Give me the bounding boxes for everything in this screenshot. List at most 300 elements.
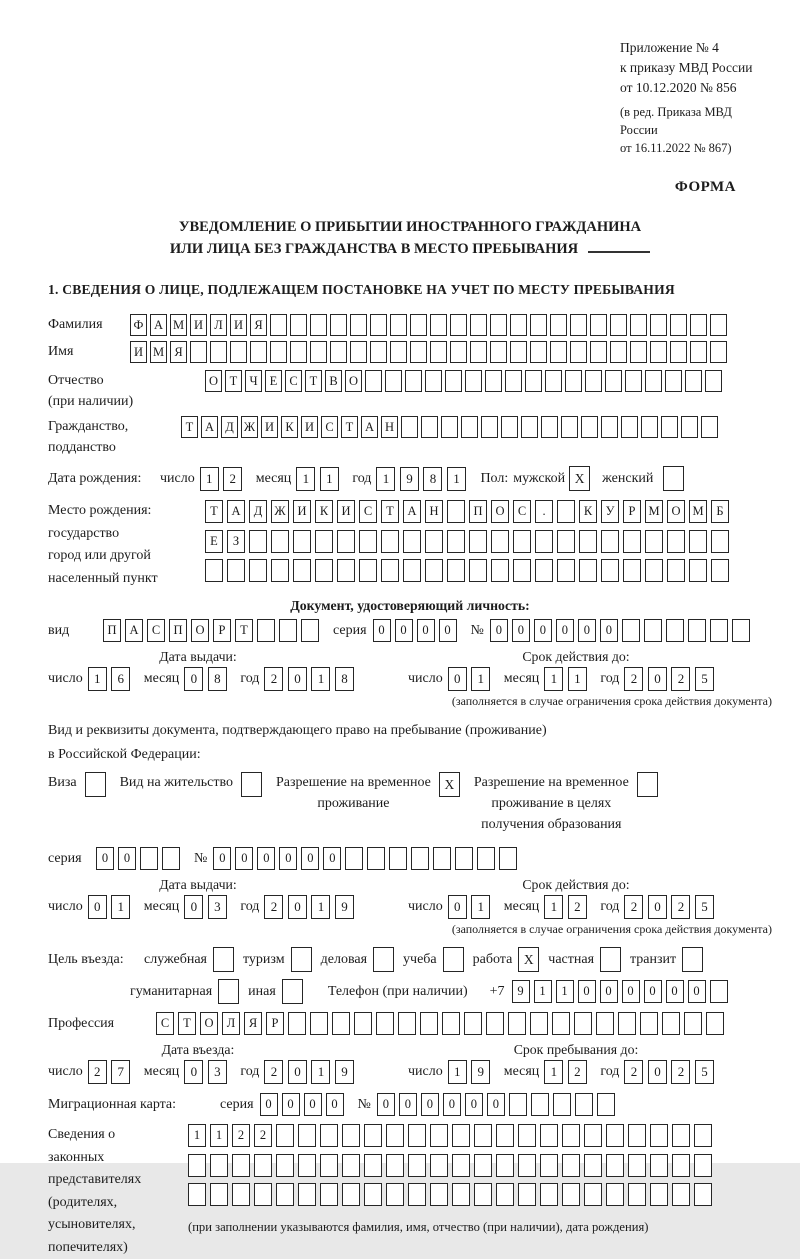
char-cell[interactable]: О (205, 370, 222, 392)
char-cell[interactable] (389, 847, 407, 870)
char-cell[interactable]: 0 (578, 980, 596, 1003)
char-cell[interactable]: Ж (241, 416, 258, 438)
char-cell[interactable]: Б (711, 500, 729, 523)
char-cell[interactable] (491, 530, 509, 553)
char-cell[interactable]: И (230, 314, 247, 336)
char-cell[interactable] (276, 1124, 294, 1147)
option-checkbox-official[interactable] (213, 947, 234, 972)
char-cell[interactable]: В (325, 370, 342, 392)
char-cell[interactable]: С (156, 1012, 174, 1035)
char-cell[interactable]: 0 (288, 895, 307, 919)
char-cell[interactable]: 0 (465, 1093, 483, 1116)
char-cell[interactable] (706, 1012, 724, 1035)
char-cell[interactable]: 5 (695, 1060, 714, 1084)
char-cell[interactable] (408, 1124, 426, 1147)
char-cell[interactable]: Я (244, 1012, 262, 1035)
char-cell[interactable] (386, 1183, 404, 1206)
char-cell[interactable] (337, 530, 355, 553)
char-cell[interactable]: 1 (471, 895, 490, 919)
char-cell[interactable] (518, 1124, 536, 1147)
char-cell[interactable] (545, 370, 562, 392)
char-cell[interactable] (606, 1183, 624, 1206)
char-cell[interactable] (381, 530, 399, 553)
char-cell[interactable] (342, 1183, 360, 1206)
char-cell[interactable] (557, 500, 575, 523)
char-cell[interactable] (474, 1183, 492, 1206)
char-cell[interactable]: Я (250, 314, 267, 336)
option-checkbox-private[interactable] (600, 947, 621, 972)
char-cell[interactable] (584, 1124, 602, 1147)
char-cell[interactable] (301, 619, 319, 642)
char-cell[interactable]: А (403, 500, 421, 523)
char-cell[interactable] (665, 370, 682, 392)
char-cell[interactable] (403, 530, 421, 553)
char-cell[interactable] (552, 1012, 570, 1035)
char-cell[interactable] (530, 341, 547, 363)
char-cell[interactable] (540, 1183, 558, 1206)
char-cell[interactable] (290, 314, 307, 336)
char-cell[interactable]: 2 (671, 895, 690, 919)
char-cell[interactable] (430, 1154, 448, 1177)
char-cell[interactable]: 0 (288, 667, 307, 691)
char-cell[interactable]: 0 (399, 1093, 417, 1116)
char-cell[interactable] (257, 619, 275, 642)
char-cell[interactable] (499, 847, 517, 870)
option-checkbox-temporary-residence-permit[interactable]: X (439, 772, 460, 797)
char-cell[interactable]: Т (341, 416, 358, 438)
char-cell[interactable]: 0 (648, 895, 667, 919)
char-cell[interactable] (250, 341, 267, 363)
char-cell[interactable] (465, 370, 482, 392)
char-cell[interactable] (670, 341, 687, 363)
char-cell[interactable] (610, 314, 627, 336)
char-cell[interactable]: 1 (544, 1060, 563, 1084)
char-cell[interactable] (230, 341, 247, 363)
char-cell[interactable]: 2 (624, 1060, 643, 1084)
char-cell[interactable] (513, 530, 531, 553)
char-cell[interactable]: С (147, 619, 165, 642)
char-cell[interactable] (332, 1012, 350, 1035)
char-cell[interactable] (601, 559, 619, 582)
char-cell[interactable]: 0 (648, 1060, 667, 1084)
char-cell[interactable]: Я (170, 341, 187, 363)
char-cell[interactable]: М (689, 500, 707, 523)
char-cell[interactable]: С (359, 500, 377, 523)
char-cell[interactable] (710, 314, 727, 336)
char-cell[interactable] (254, 1154, 272, 1177)
char-cell[interactable] (227, 559, 245, 582)
char-cell[interactable]: 0 (512, 619, 530, 642)
char-cell[interactable] (541, 416, 558, 438)
char-cell[interactable] (710, 980, 728, 1003)
char-cell[interactable] (430, 1183, 448, 1206)
option-checkbox-tourism[interactable] (291, 947, 312, 972)
char-cell[interactable] (530, 1012, 548, 1035)
char-cell[interactable]: 8 (423, 467, 442, 491)
char-cell[interactable] (411, 847, 429, 870)
char-cell[interactable] (496, 1124, 514, 1147)
char-cell[interactable] (390, 314, 407, 336)
char-cell[interactable] (249, 530, 267, 553)
char-cell[interactable]: Т (225, 370, 242, 392)
char-cell[interactable] (645, 530, 663, 553)
char-cell[interactable] (450, 341, 467, 363)
char-cell[interactable]: 2 (624, 667, 643, 691)
char-cell[interactable]: П (103, 619, 121, 642)
char-cell[interactable]: 0 (534, 619, 552, 642)
char-cell[interactable]: 1 (200, 467, 219, 491)
char-cell[interactable] (650, 1183, 668, 1206)
char-cell[interactable] (570, 341, 587, 363)
char-cell[interactable] (518, 1183, 536, 1206)
char-cell[interactable] (320, 1124, 338, 1147)
char-cell[interactable]: 1 (311, 895, 330, 919)
char-cell[interactable] (711, 530, 729, 553)
char-cell[interactable]: 0 (556, 619, 574, 642)
char-cell[interactable] (562, 1183, 580, 1206)
char-cell[interactable]: 0 (439, 619, 457, 642)
char-cell[interactable] (689, 559, 707, 582)
char-cell[interactable] (310, 314, 327, 336)
char-cell[interactable] (625, 370, 642, 392)
char-cell[interactable] (694, 1154, 712, 1177)
char-cell[interactable] (430, 341, 447, 363)
char-cell[interactable]: 2 (264, 667, 283, 691)
char-cell[interactable] (210, 341, 227, 363)
char-cell[interactable] (455, 847, 473, 870)
char-cell[interactable]: 2 (264, 1060, 283, 1084)
char-cell[interactable]: О (667, 500, 685, 523)
char-cell[interactable] (732, 619, 750, 642)
char-cell[interactable] (441, 416, 458, 438)
char-cell[interactable]: 0 (395, 619, 413, 642)
char-cell[interactable] (342, 1154, 360, 1177)
char-cell[interactable]: 0 (448, 895, 467, 919)
char-cell[interactable] (672, 1124, 690, 1147)
char-cell[interactable]: Л (210, 314, 227, 336)
char-cell[interactable] (710, 619, 728, 642)
char-cell[interactable] (579, 530, 597, 553)
char-cell[interactable] (190, 341, 207, 363)
char-cell[interactable]: С (321, 416, 338, 438)
char-cell[interactable] (232, 1154, 250, 1177)
char-cell[interactable] (667, 559, 685, 582)
char-cell[interactable]: 1 (88, 667, 107, 691)
char-cell[interactable]: 2 (254, 1124, 272, 1147)
char-cell[interactable]: 0 (260, 1093, 278, 1116)
char-cell[interactable] (550, 314, 567, 336)
char-cell[interactable] (661, 416, 678, 438)
char-cell[interactable]: Ж (271, 500, 289, 523)
char-cell[interactable] (140, 847, 158, 870)
char-cell[interactable]: Т (381, 500, 399, 523)
char-cell[interactable] (249, 559, 267, 582)
char-cell[interactable] (518, 1154, 536, 1177)
char-cell[interactable] (330, 341, 347, 363)
char-cell[interactable] (447, 530, 465, 553)
option-checkbox-business[interactable] (373, 947, 394, 972)
char-cell[interactable]: А (227, 500, 245, 523)
char-cell[interactable] (570, 314, 587, 336)
char-cell[interactable] (452, 1183, 470, 1206)
char-cell[interactable] (644, 619, 662, 642)
char-cell[interactable]: 0 (448, 667, 467, 691)
char-cell[interactable]: 1 (447, 467, 466, 491)
char-cell[interactable] (535, 530, 553, 553)
char-cell[interactable]: Н (425, 500, 443, 523)
char-cell[interactable] (623, 559, 641, 582)
char-cell[interactable]: 5 (695, 895, 714, 919)
char-cell[interactable] (584, 1183, 602, 1206)
char-cell[interactable] (685, 370, 702, 392)
char-cell[interactable]: 9 (471, 1060, 490, 1084)
sex-female-checkbox[interactable] (663, 466, 684, 491)
char-cell[interactable]: О (345, 370, 362, 392)
char-cell[interactable]: 1 (311, 1060, 330, 1084)
char-cell[interactable] (590, 314, 607, 336)
char-cell[interactable] (364, 1154, 382, 1177)
char-cell[interactable]: 0 (487, 1093, 505, 1116)
char-cell[interactable] (565, 370, 582, 392)
char-cell[interactable] (628, 1154, 646, 1177)
char-cell[interactable]: 6 (111, 667, 130, 691)
char-cell[interactable] (254, 1183, 272, 1206)
char-cell[interactable]: 9 (335, 1060, 354, 1084)
char-cell[interactable]: 0 (235, 847, 253, 870)
char-cell[interactable]: 0 (88, 895, 107, 919)
char-cell[interactable] (403, 559, 421, 582)
char-cell[interactable]: 0 (578, 619, 596, 642)
option-checkbox-other[interactable] (282, 979, 303, 1004)
char-cell[interactable] (513, 559, 531, 582)
char-cell[interactable]: Ф (130, 314, 147, 336)
char-cell[interactable] (474, 1124, 492, 1147)
char-cell[interactable]: И (301, 416, 318, 438)
char-cell[interactable] (601, 530, 619, 553)
char-cell[interactable] (364, 1183, 382, 1206)
char-cell[interactable] (276, 1154, 294, 1177)
char-cell[interactable] (690, 341, 707, 363)
char-cell[interactable] (650, 1154, 668, 1177)
char-cell[interactable] (490, 314, 507, 336)
char-cell[interactable] (666, 619, 684, 642)
char-cell[interactable]: С (513, 500, 531, 523)
char-cell[interactable] (623, 530, 641, 553)
char-cell[interactable] (408, 1154, 426, 1177)
char-cell[interactable] (690, 314, 707, 336)
char-cell[interactable]: И (293, 500, 311, 523)
char-cell[interactable] (585, 370, 602, 392)
char-cell[interactable] (557, 530, 575, 553)
char-cell[interactable]: 0 (279, 847, 297, 870)
char-cell[interactable] (705, 370, 722, 392)
char-cell[interactable] (486, 1012, 504, 1035)
char-cell[interactable]: 0 (304, 1093, 322, 1116)
char-cell[interactable] (610, 341, 627, 363)
char-cell[interactable]: П (169, 619, 187, 642)
char-cell[interactable] (605, 370, 622, 392)
char-cell[interactable] (461, 416, 478, 438)
char-cell[interactable]: А (361, 416, 378, 438)
char-cell[interactable]: 0 (326, 1093, 344, 1116)
char-cell[interactable]: Р (266, 1012, 284, 1035)
char-cell[interactable] (425, 559, 443, 582)
char-cell[interactable] (694, 1124, 712, 1147)
char-cell[interactable] (464, 1012, 482, 1035)
char-cell[interactable] (320, 1154, 338, 1177)
char-cell[interactable] (290, 341, 307, 363)
char-cell[interactable] (376, 1012, 394, 1035)
char-cell[interactable] (364, 1124, 382, 1147)
char-cell[interactable] (530, 314, 547, 336)
char-cell[interactable] (508, 1012, 526, 1035)
char-cell[interactable] (562, 1154, 580, 1177)
option-checkbox-work[interactable]: X (518, 947, 539, 972)
char-cell[interactable]: А (150, 314, 167, 336)
char-cell[interactable]: 5 (695, 667, 714, 691)
char-cell[interactable] (452, 1154, 470, 1177)
char-cell[interactable] (469, 559, 487, 582)
char-cell[interactable] (298, 1124, 316, 1147)
char-cell[interactable] (425, 530, 443, 553)
char-cell[interactable]: 0 (288, 1060, 307, 1084)
char-cell[interactable]: 2 (568, 1060, 587, 1084)
char-cell[interactable]: О (491, 500, 509, 523)
char-cell[interactable]: Т (178, 1012, 196, 1035)
char-cell[interactable] (501, 416, 518, 438)
char-cell[interactable] (310, 1012, 328, 1035)
char-cell[interactable]: Т (205, 500, 223, 523)
char-cell[interactable] (505, 370, 522, 392)
char-cell[interactable]: 1 (320, 467, 339, 491)
char-cell[interactable]: 1 (544, 667, 563, 691)
char-cell[interactable]: Р (213, 619, 231, 642)
char-cell[interactable] (447, 559, 465, 582)
char-cell[interactable]: 7 (111, 1060, 130, 1084)
char-cell[interactable]: 9 (335, 895, 354, 919)
char-cell[interactable] (370, 314, 387, 336)
char-cell[interactable] (618, 1012, 636, 1035)
char-cell[interactable]: Н (381, 416, 398, 438)
char-cell[interactable] (606, 1124, 624, 1147)
char-cell[interactable]: 2 (671, 667, 690, 691)
char-cell[interactable] (579, 559, 597, 582)
char-cell[interactable] (650, 314, 667, 336)
char-cell[interactable] (481, 416, 498, 438)
char-cell[interactable] (640, 1012, 658, 1035)
char-cell[interactable] (581, 416, 598, 438)
char-cell[interactable] (410, 341, 427, 363)
option-checkbox-temporary-residence-education[interactable] (637, 772, 658, 797)
char-cell[interactable] (330, 314, 347, 336)
char-cell[interactable] (398, 1012, 416, 1035)
char-cell[interactable]: 0 (644, 980, 662, 1003)
char-cell[interactable] (681, 416, 698, 438)
char-cell[interactable]: 2 (232, 1124, 250, 1147)
char-cell[interactable] (531, 1093, 549, 1116)
char-cell[interactable] (270, 341, 287, 363)
char-cell[interactable] (540, 1124, 558, 1147)
char-cell[interactable] (469, 530, 487, 553)
char-cell[interactable]: Т (235, 619, 253, 642)
char-cell[interactable]: С (285, 370, 302, 392)
char-cell[interactable]: 0 (417, 619, 435, 642)
char-cell[interactable]: 1 (534, 980, 552, 1003)
char-cell[interactable] (701, 416, 718, 438)
char-cell[interactable] (210, 1154, 228, 1177)
char-cell[interactable]: 0 (666, 980, 684, 1003)
char-cell[interactable] (662, 1012, 680, 1035)
char-cell[interactable] (553, 1093, 571, 1116)
char-cell[interactable]: Л (222, 1012, 240, 1035)
char-cell[interactable]: Д (221, 416, 238, 438)
char-cell[interactable] (490, 341, 507, 363)
char-cell[interactable]: 1 (111, 895, 130, 919)
char-cell[interactable]: 0 (301, 847, 319, 870)
char-cell[interactable] (293, 559, 311, 582)
char-cell[interactable]: О (191, 619, 209, 642)
char-cell[interactable]: 1 (188, 1124, 206, 1147)
char-cell[interactable]: И (337, 500, 355, 523)
char-cell[interactable] (450, 314, 467, 336)
char-cell[interactable] (477, 847, 495, 870)
char-cell[interactable] (496, 1154, 514, 1177)
char-cell[interactable] (694, 1183, 712, 1206)
char-cell[interactable] (405, 370, 422, 392)
char-cell[interactable] (650, 341, 667, 363)
char-cell[interactable] (645, 370, 662, 392)
sex-male-checkbox[interactable]: X (569, 466, 590, 491)
char-cell[interactable] (210, 1183, 228, 1206)
char-cell[interactable]: Е (265, 370, 282, 392)
char-cell[interactable] (596, 1012, 614, 1035)
char-cell[interactable] (447, 500, 465, 523)
char-cell[interactable]: К (315, 500, 333, 523)
char-cell[interactable] (562, 1124, 580, 1147)
char-cell[interactable]: 0 (282, 1093, 300, 1116)
char-cell[interactable] (474, 1154, 492, 1177)
char-cell[interactable] (205, 559, 223, 582)
char-cell[interactable] (188, 1183, 206, 1206)
char-cell[interactable] (710, 341, 727, 363)
char-cell[interactable] (557, 559, 575, 582)
char-cell[interactable]: 0 (443, 1093, 461, 1116)
char-cell[interactable] (601, 416, 618, 438)
char-cell[interactable] (630, 314, 647, 336)
char-cell[interactable] (381, 559, 399, 582)
char-cell[interactable] (342, 1124, 360, 1147)
option-checkbox-study[interactable] (443, 947, 464, 972)
char-cell[interactable] (359, 530, 377, 553)
char-cell[interactable]: 2 (88, 1060, 107, 1084)
char-cell[interactable] (162, 847, 180, 870)
char-cell[interactable] (298, 1183, 316, 1206)
char-cell[interactable]: 0 (622, 980, 640, 1003)
char-cell[interactable]: И (261, 416, 278, 438)
char-cell[interactable] (550, 341, 567, 363)
char-cell[interactable]: 1 (296, 467, 315, 491)
char-cell[interactable] (386, 1154, 404, 1177)
char-cell[interactable] (271, 559, 289, 582)
option-checkbox-transit[interactable] (682, 947, 703, 972)
char-cell[interactable]: М (645, 500, 663, 523)
char-cell[interactable] (410, 314, 427, 336)
char-cell[interactable] (385, 370, 402, 392)
char-cell[interactable]: Т (305, 370, 322, 392)
char-cell[interactable] (597, 1093, 615, 1116)
char-cell[interactable] (359, 559, 377, 582)
char-cell[interactable] (540, 1154, 558, 1177)
